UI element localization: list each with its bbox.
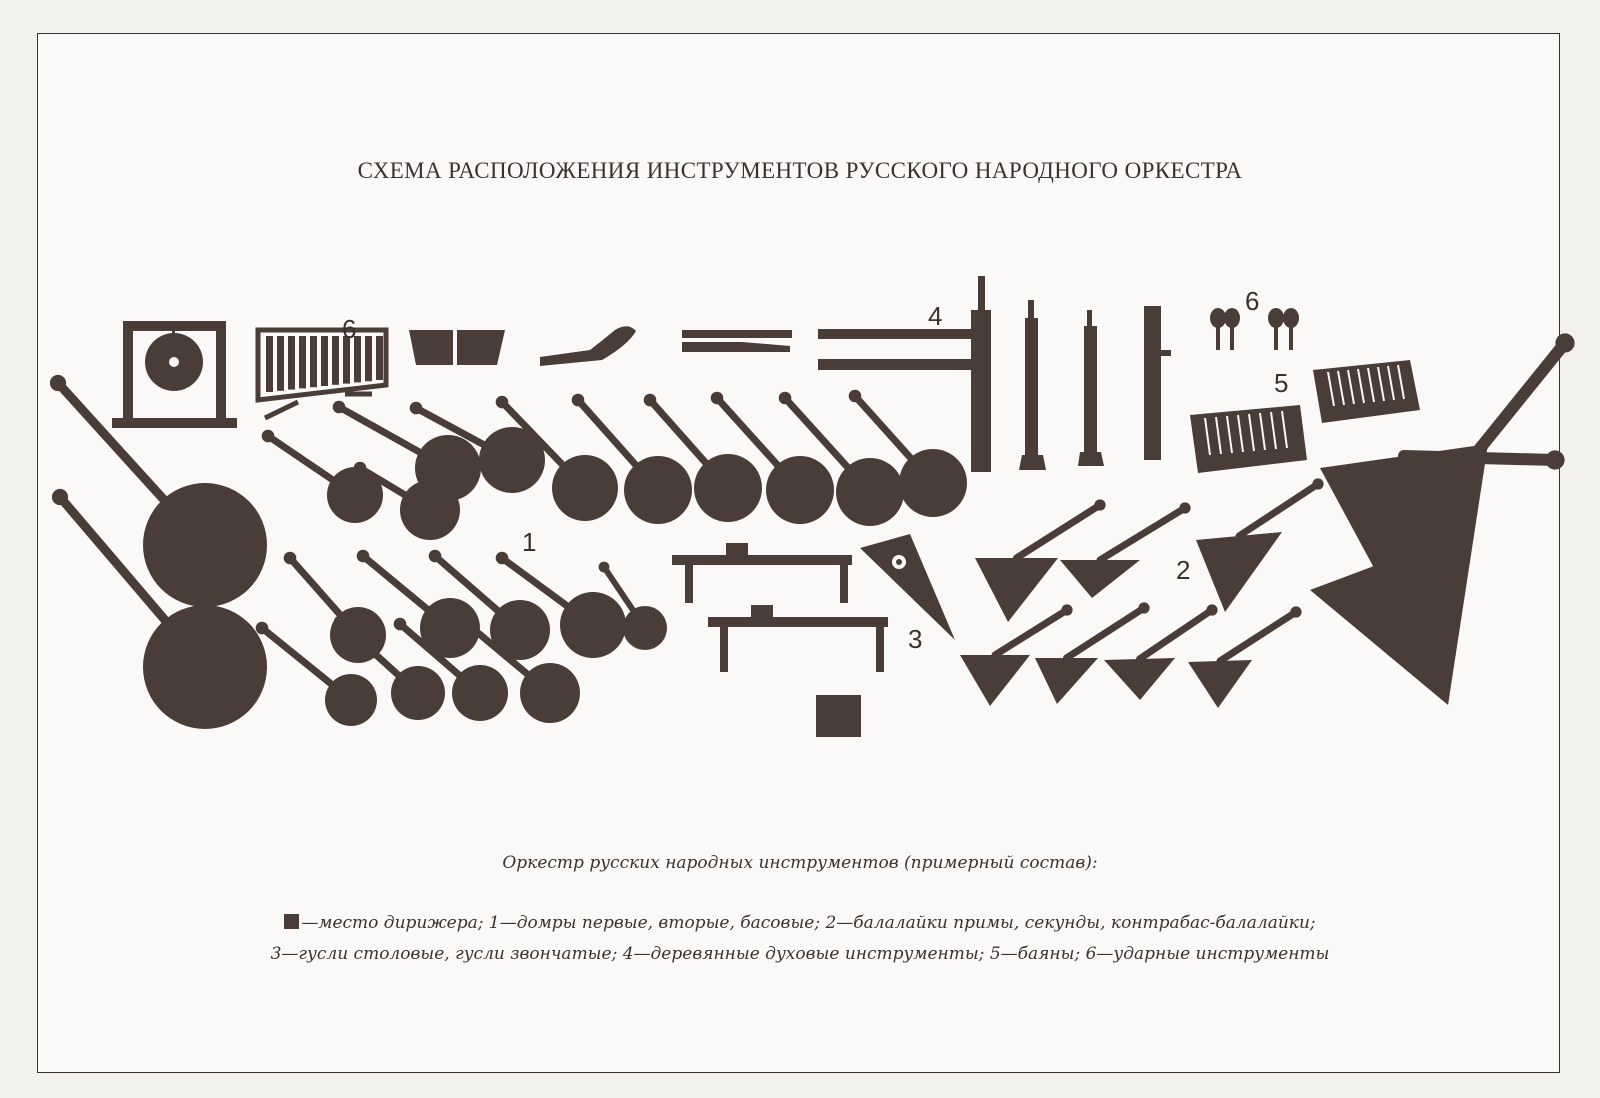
conductor-icon — [816, 695, 861, 737]
domra-icon — [50, 375, 267, 607]
flute-icon — [682, 330, 792, 352]
clarinet-icon — [1019, 300, 1046, 470]
group-label-2: 2 — [1176, 555, 1191, 585]
group-label-6-right: 6 — [1245, 286, 1260, 316]
drum-icon — [409, 330, 505, 365]
page-title: СХЕМА РАСПОЛОЖЕНИЯ ИНСТРУМЕНТОВ РУССКОГО НАРОДНОГО ОРКЕСТРА — [357, 158, 1243, 183]
group-label-4: 4 — [928, 301, 943, 331]
xylophone-icon — [258, 330, 386, 418]
caption-line-1-text: —место дирижера; 1—домры первые, вторые, басовые; 2—балалайки примы, секунды, контрабас-балалайки; — [301, 913, 1316, 933]
domra-group — [50, 375, 967, 729]
group-label-1: 1 — [522, 527, 537, 557]
wind-instruments-icon — [818, 276, 991, 472]
group-label-6-left: 6 — [342, 314, 357, 344]
group-label-3: 3 — [908, 624, 923, 654]
horn-icon — [540, 326, 636, 366]
caption-title: Оркестр русских народных инструментов (примерный состав): — [502, 853, 1098, 873]
gusli-icon — [672, 543, 888, 672]
balalaika-icon — [1188, 606, 1302, 708]
domra-icon — [262, 430, 383, 523]
caption-line-2: 3—гусли столовые, гусли звончатые; 4—деревянные духовые инструменты; 5—баяны; 6—ударные инструменты — [270, 944, 1330, 964]
gong-icon — [112, 321, 237, 428]
oboe-icon — [1078, 310, 1104, 466]
group-label-5: 5 — [1274, 368, 1289, 398]
caption-line-1 — [0, 913, 1600, 933]
balalaika-icon — [1196, 478, 1324, 612]
conductor-square-icon — [284, 914, 299, 929]
balalaika-group — [960, 333, 1575, 708]
bassoon-icon — [1144, 306, 1171, 460]
instrument-figures — [50, 276, 1575, 737]
accordion-icon — [1190, 360, 1420, 473]
